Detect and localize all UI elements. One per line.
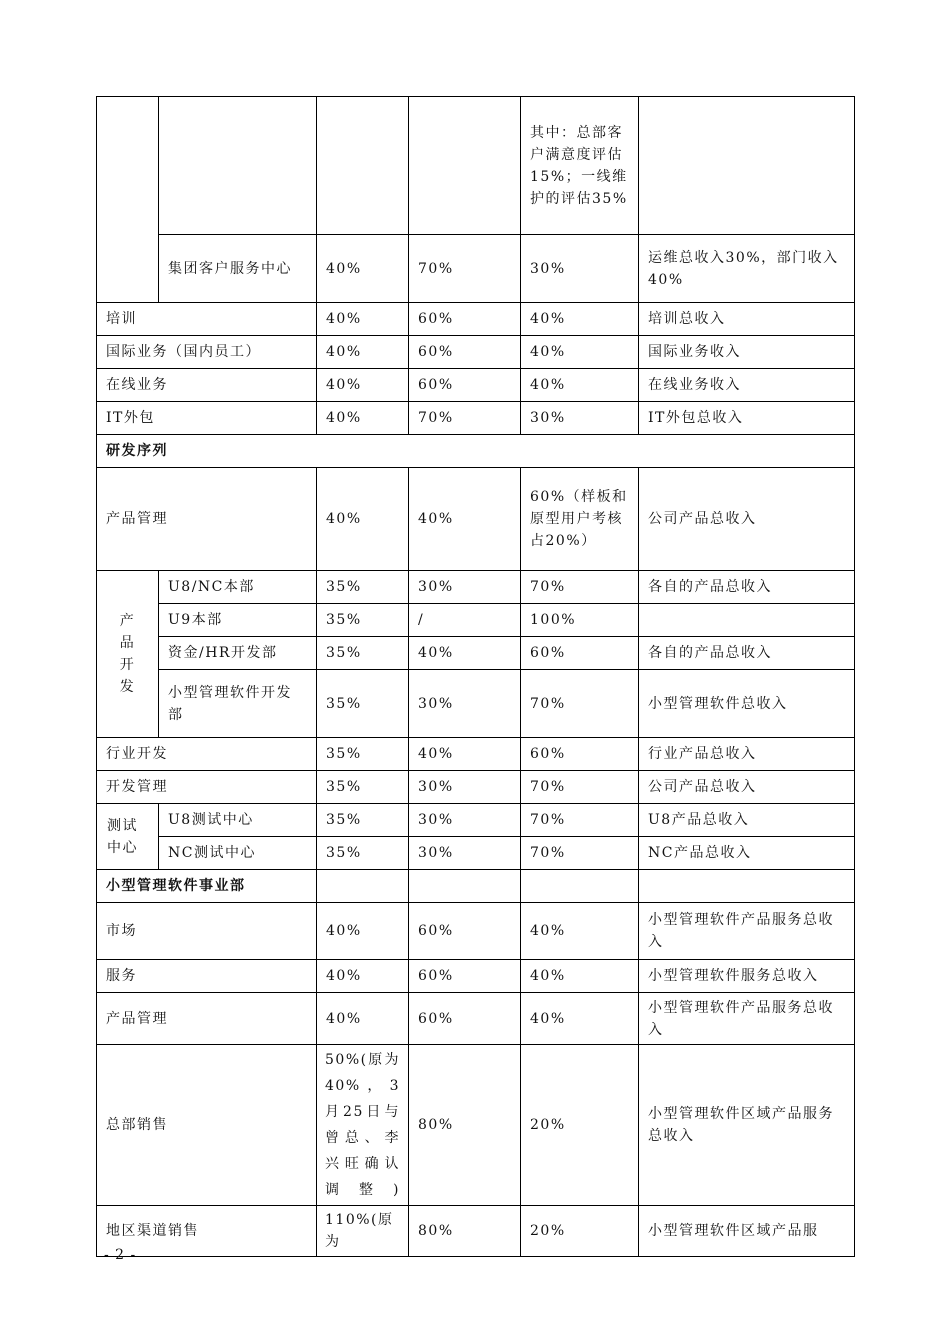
table-cell: 30% [409,771,521,804]
table-cell: 运维总收入30%，部门收入40% [639,235,855,303]
table-row [97,97,855,235]
table-cell: 30% [409,837,521,870]
table-cell [521,870,639,903]
table-cell: 小型管理软件区域产品服 [639,1206,855,1257]
table-row [97,402,855,435]
table-cell: 30% [409,670,521,738]
table-cell: 40% [521,960,639,993]
table-row [97,670,855,738]
table-cell: 35% [317,804,409,837]
table-cell: 60%（样板和原型用户考核占20%） [521,468,639,571]
group-label: 测试中心 [97,804,159,870]
table-row [97,960,855,993]
table-row [97,235,855,303]
table-row [97,336,855,369]
table-cell: 小型管理软件服务总收入 [639,960,855,993]
table-cell: 40% [521,903,639,960]
table-cell: 国际业务（国内员工） [97,336,317,369]
table-cell: 各自的产品总收入 [639,637,855,670]
table-cell: 培训 [97,303,317,336]
table-cell: NC产品总收入 [639,837,855,870]
table-cell: 60% [409,960,521,993]
table-cell: 服务 [97,960,317,993]
table-cell [317,870,409,903]
table-cell: 60% [521,738,639,771]
table-cell: 40% [521,303,639,336]
table-cell: 35% [317,571,409,604]
table-cell: 公司产品总收入 [639,468,855,571]
table-row [97,804,855,837]
table-cell: 40% [409,738,521,771]
table-row [97,1045,855,1206]
table-row [97,468,855,571]
table-cell: 国际业务收入 [639,336,855,369]
table-cell: 80% [409,1045,521,1206]
table-cell: 30% [521,402,639,435]
table-row [97,571,855,604]
table-cell: 开发管理 [97,771,317,804]
table-cell: 产品管理 [97,993,317,1045]
table-cell: 小型管理软件产品服务总收入 [639,903,855,960]
table-cell [409,870,521,903]
table-cell: 各自的产品总收入 [639,571,855,604]
table-cell: 其中：总部客户满意度评估15%；一线维护的评估35% [521,97,639,235]
table-cell: 集团客户服务中心 [159,235,317,303]
table-cell: 40% [317,336,409,369]
table-cell: 35% [317,637,409,670]
table-cell: 40% [409,468,521,571]
table-cell: 60% [409,303,521,336]
table-cell: 40% [521,993,639,1045]
table-cell: 40% [317,903,409,960]
table-cell: / [409,604,521,637]
table-cell: 产品管理 [97,468,317,571]
table-cell: IT外包总收入 [639,402,855,435]
table-cell: 60% [409,903,521,960]
section-title: 小型管理软件事业部 [97,870,317,903]
table-row [97,993,855,1045]
table-row [97,771,855,804]
table-cell: 40% [317,402,409,435]
table-cell: U8测试中心 [159,804,317,837]
table-cell: IT外包 [97,402,317,435]
table-cell: 20% [521,1206,639,1257]
table-cell: 40% [521,369,639,402]
table-cell: 在线业务收入 [639,369,855,402]
table-cell: 70% [521,771,639,804]
table-cell: 公司产品总收入 [639,771,855,804]
table-cell [317,97,409,235]
table-cell: 40% [317,468,409,571]
table-row [97,604,855,637]
table-cell: 40% [317,369,409,402]
table-cell: 80% [409,1206,521,1257]
table-cell: 35% [317,837,409,870]
table-cell: 在线业务 [97,369,317,402]
table-cell: 35% [317,771,409,804]
table-cell: 小型管理软件产品服务总收入 [639,993,855,1045]
table-cell: 培训总收入 [639,303,855,336]
table-cell [409,97,521,235]
table-cell: 70% [409,235,521,303]
table-cell: 40% [317,993,409,1045]
section-row [97,435,855,468]
table-cell [159,97,317,235]
table-cell: 行业产品总收入 [639,738,855,771]
table-cell: 110%(原为 [317,1206,409,1257]
table-cell: U8/NC本部 [159,571,317,604]
allocation-table [96,96,855,1257]
table-row [97,637,855,670]
table-cell: 资金/HR开发部 [159,637,317,670]
table-cell: 40% [317,235,409,303]
table-cell: 总部销售 [97,1045,317,1206]
group-label: 产品开发 [97,571,159,738]
table-cell: 40% [317,960,409,993]
table-cell: 40% [521,336,639,369]
table-cell: 50%(原为40%，3月25日与曾总、李兴旺确认调整) [317,1045,409,1206]
table-cell [639,870,855,903]
table-cell: 小型管理软件区域产品服务总收入 [639,1045,855,1206]
table-cell: 70% [521,804,639,837]
table-cell [97,97,159,303]
table-row [97,738,855,771]
table-cell: 小型管理软件总收入 [639,670,855,738]
table-cell: 70% [521,670,639,738]
table-cell: 70% [521,571,639,604]
table-cell: NC测试中心 [159,837,317,870]
table-cell: 市场 [97,903,317,960]
table-cell [639,604,855,637]
table-row [97,369,855,402]
table-cell: 30% [409,571,521,604]
table-cell: 60% [521,637,639,670]
table-cell: 60% [409,993,521,1045]
table-cell: 40% [409,637,521,670]
table-cell: 30% [521,235,639,303]
table-row [97,837,855,870]
table-cell: 60% [409,336,521,369]
table-cell: U9本部 [159,604,317,637]
page-number: - 2 - [104,1247,137,1263]
table-row [97,1206,855,1257]
table-cell: 地区渠道销售 [97,1206,317,1257]
table-row [97,903,855,960]
table-cell: 行业开发 [97,738,317,771]
table-cell: 35% [317,738,409,771]
table-cell [639,97,855,235]
section-row [97,870,855,903]
table-cell: 100% [521,604,639,637]
table-cell: 60% [409,369,521,402]
table-cell: 70% [409,402,521,435]
table-cell: 30% [409,804,521,837]
table-cell: U8产品总收入 [639,804,855,837]
table-cell: 35% [317,604,409,637]
table-cell: 小型管理软件开发部 [159,670,317,738]
table-cell: 70% [521,837,639,870]
table-cell: 35% [317,670,409,738]
table-cell: 40% [317,303,409,336]
table-cell: 20% [521,1045,639,1206]
table-row [97,303,855,336]
section-title: 研发序列 [97,435,855,468]
